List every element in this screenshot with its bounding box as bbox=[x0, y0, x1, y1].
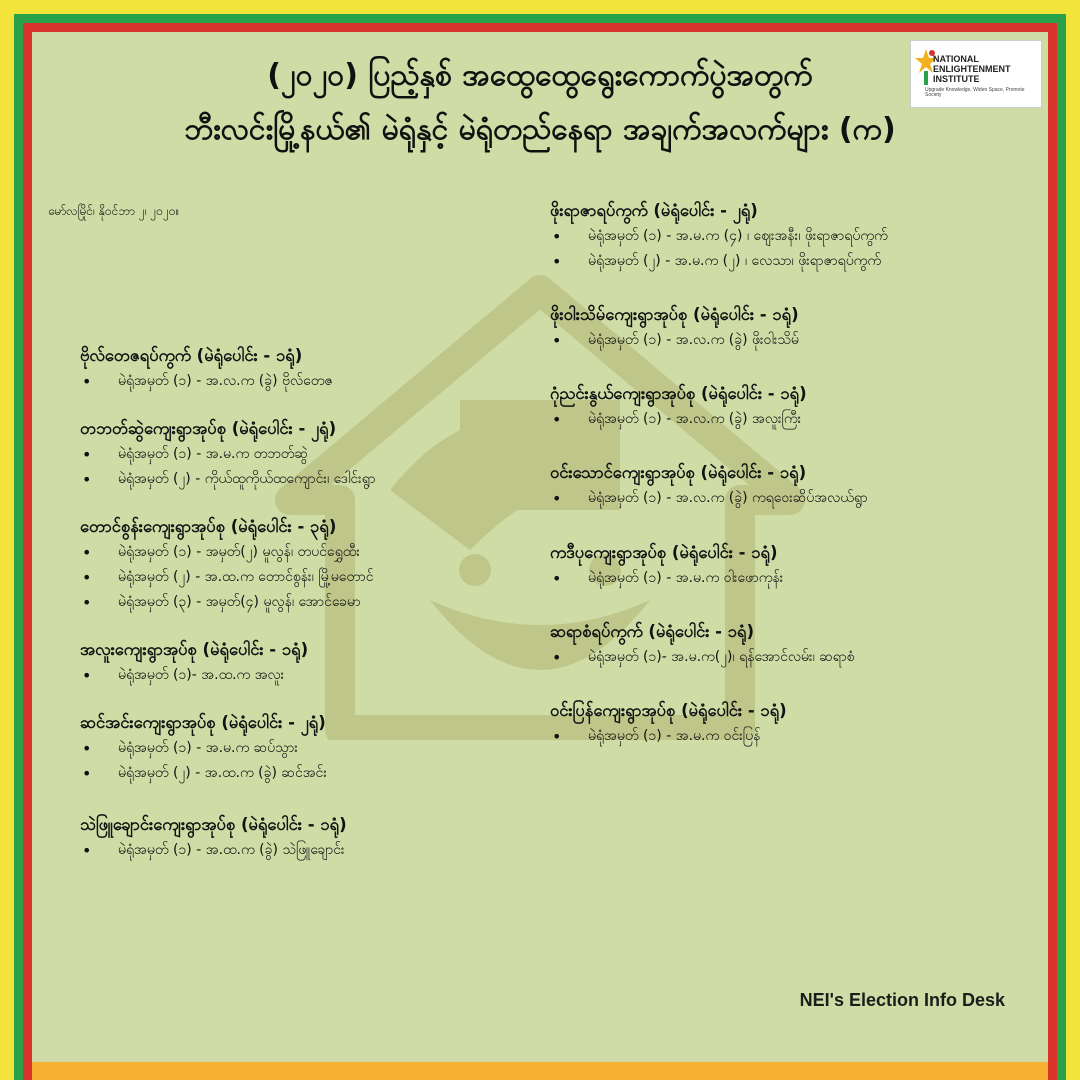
polling-station-list bbox=[550, 486, 1040, 511]
polling-station-list bbox=[80, 838, 520, 863]
polling-station-text: မဲရုံအမှတ် (၁)- အ.ထ.က အလူး bbox=[118, 667, 285, 683]
list-item bbox=[80, 442, 520, 467]
list-item bbox=[550, 645, 1040, 670]
section-block bbox=[550, 302, 1040, 353]
logo-line-2: ENLIGHTENMENT bbox=[933, 64, 1011, 74]
section-block bbox=[550, 540, 1040, 591]
bullet-icon: • bbox=[82, 841, 92, 860]
list-item bbox=[550, 249, 1040, 274]
polling-station-text: မဲရုံအမှတ် (၁) - အ.လ.က (ခွဲ) ကရဝေးဆိပ်အလယ်ရွာ bbox=[588, 490, 868, 506]
bullet-icon: • bbox=[82, 666, 92, 685]
section-title: ဗိုလ်တေဇရပ်ကွက် (မဲရုံပေါင်း - ၁ရုံ) bbox=[80, 346, 303, 365]
polling-station-text: မဲရုံအမှတ် (၃) - အမှတ်(၄) မူလွန်၊ အောင်ခေမာ bbox=[118, 594, 361, 610]
section-block bbox=[550, 698, 1040, 749]
list-item bbox=[80, 565, 520, 590]
dateline: မော်လမြိုင်၊ နိုဝင်ဘာ ၂၊ ၂၀၂၀။ bbox=[48, 204, 180, 218]
footer-credit: NEI's Election Info Desk bbox=[799, 990, 1005, 1010]
section-title: သဲဖြူချောင်းကျေးရွာအုပ်စု (မဲရုံပေါင်း - ၁ရုံ) bbox=[80, 815, 347, 834]
polling-station-text: မဲရုံအမှတ် (၂) - အ.ထ.က (ခွဲ) ဆင်အင်း bbox=[118, 765, 327, 781]
polling-station-text: မဲရုံအမှတ် (၂) - ကိုယ်ထူကိုယ်ထကျောင်း၊ ဒေါင်းရွာ bbox=[118, 471, 376, 487]
polling-station-list bbox=[80, 442, 520, 492]
polling-station-list bbox=[80, 736, 520, 786]
polling-station-text: မဲရုံအမှတ် (၁) - အ.လ.က (ခွဲ) ဖိုးဝါးသိမ် bbox=[588, 332, 799, 348]
section-title: ဂုံညင်းနွယ်ကျေးရွာအုပ်စု (မဲရုံပေါင်း - ၁ရုံ) bbox=[550, 384, 807, 403]
logo-line-3: INSTITUTE bbox=[933, 74, 980, 84]
polling-station-text: မဲရုံအမှတ် (၂) - အ.ထ.က တောင်စွန်း၊ မြို့မတောင် bbox=[118, 569, 374, 585]
bullet-icon: • bbox=[552, 410, 562, 429]
polling-station-list bbox=[550, 407, 1040, 432]
bullet-icon: • bbox=[82, 739, 92, 758]
section-title: ဆင်အင်းကျေးရွာအုပ်စု (မဲရုံပေါင်း - ၂ရုံ) bbox=[80, 713, 326, 732]
list-item bbox=[80, 736, 520, 761]
polling-station-list bbox=[550, 566, 1040, 591]
section-title: ဖိုးရာဇာရပ်ကွက် (မဲရုံပေါင်း - ၂ရုံ) bbox=[550, 201, 758, 220]
bullet-icon: • bbox=[82, 543, 92, 562]
section-title: တောင်စွန်းကျေးရွာအုပ်စု (မဲရုံပေါင်း - ၃ရုံ) bbox=[80, 517, 337, 536]
bullet-icon: • bbox=[82, 568, 92, 587]
polling-station-text: မဲရုံအမှတ် (၁) - အမှတ်(၂) မူလွန်၊ တပင်ရွှေထီး bbox=[118, 544, 360, 560]
section-block bbox=[550, 381, 1040, 432]
bullet-icon: • bbox=[82, 445, 92, 464]
list-item bbox=[550, 724, 1040, 749]
section-title: ဝင်းသောင်ကျေးရွာအုပ်စု (မဲရုံပေါင်း - ၁ရုံ) bbox=[550, 463, 807, 482]
left-column bbox=[80, 343, 520, 863]
polling-station-text: မဲရုံအမှတ် (၁) - အ.မ.က (၄) ၊ ဈေးအနီး၊ ဖိုးရာဇာရပ်ကွက် bbox=[588, 228, 888, 244]
section-title: ဝင်းပြန်ကျေးရွာအုပ်စု (မဲရုံပေါင်း - ၁ရုံ) bbox=[550, 701, 787, 720]
section-title: ဖိုးဝါးသိမ်ကျေးရွာအုပ်စု (မဲရုံပေါင်း - ၁ရုံ) bbox=[550, 305, 799, 324]
polling-station-list bbox=[80, 663, 520, 688]
polling-station-text: မဲရုံအမှတ် (၁) - အ.လ.က (ခွဲ) အလူးကြီး bbox=[588, 411, 802, 427]
polling-station-list bbox=[80, 540, 520, 615]
list-item bbox=[80, 761, 520, 786]
bullet-icon: • bbox=[82, 372, 92, 391]
bullet-icon: • bbox=[552, 569, 562, 588]
polling-station-text: မဲရုံအမှတ် (၁) - အ.လ.က (ခွဲ) ဗိုလ်တေဇ bbox=[118, 373, 333, 389]
list-item bbox=[550, 328, 1040, 353]
list-item bbox=[80, 590, 520, 615]
section-block bbox=[80, 710, 520, 786]
section-title: ဆရာစံရပ်ကွက် (မဲရုံပေါင်း - ၁ရုံ) bbox=[550, 622, 755, 641]
list-item bbox=[80, 663, 520, 688]
bullet-icon: • bbox=[552, 331, 562, 350]
list-item bbox=[80, 369, 520, 394]
section-block bbox=[550, 198, 1040, 274]
logo-tagline: Upgrade Knowledge, Widen Space, Promote Society bbox=[925, 87, 1025, 98]
polling-station-text: မဲရုံအမှတ် (၁) - အ.မ.က ဆပ်သွား bbox=[118, 740, 298, 756]
section-block bbox=[550, 460, 1040, 511]
polling-station-text: မဲရုံအမှတ် (၁) - အ.မ.က ဝင်းပြန် bbox=[588, 728, 761, 744]
section-block bbox=[80, 416, 520, 492]
list-item bbox=[550, 566, 1040, 591]
section-title: အလူးကျေးရွာအုပ်စု (မဲရုံပေါင်း - ၁ရုံ) bbox=[80, 640, 309, 659]
section-block bbox=[550, 619, 1040, 670]
page-title-line-1: (၂၀၂၀) ပြည့်နှစ် အထွေထွေရွေးကောက်ပွဲအတွက် bbox=[267, 58, 813, 93]
bullet-icon: • bbox=[552, 227, 562, 246]
section-block bbox=[80, 812, 520, 863]
page-title-line-2: ဘီးလင်းမြို့နယ်၏ မဲရုံနှင့် မဲရုံတည်နေရာ အချက်အလက်များ (က) bbox=[184, 112, 896, 147]
polling-station-text: မဲရုံအမှတ် (၁) - အ.မ.က ဝါးဖောကုန်း bbox=[588, 570, 784, 586]
list-item bbox=[550, 407, 1040, 432]
list-item bbox=[550, 224, 1040, 249]
bullet-icon: • bbox=[552, 489, 562, 508]
section-block bbox=[80, 343, 520, 394]
bullet-icon: • bbox=[552, 252, 562, 271]
polling-station-text: မဲရုံအမှတ် (၁)- အ.မ.က(၂)၊ ရန်အောင်လမ်း၊ ဆရာစံ bbox=[588, 649, 855, 665]
bullet-icon: • bbox=[552, 648, 562, 667]
polling-station-list bbox=[550, 328, 1040, 353]
list-item bbox=[80, 540, 520, 565]
bullet-icon: • bbox=[82, 764, 92, 783]
bullet-icon: • bbox=[82, 593, 92, 612]
list-item bbox=[550, 486, 1040, 511]
list-item bbox=[80, 838, 520, 863]
polling-station-list bbox=[550, 724, 1040, 749]
list-item bbox=[80, 467, 520, 492]
bullet-icon: • bbox=[82, 470, 92, 489]
polling-station-text: မဲရုံအမှတ် (၁) - အ.မ.က တဘတ်ဆွဲ bbox=[118, 446, 308, 462]
polling-station-text: မဲရုံအမှတ် (၁) - အ.ထ.က (ခွဲ) သဲဖြူချောင်း bbox=[118, 842, 345, 858]
logo-line-1: NATIONAL bbox=[933, 54, 979, 64]
polling-station-list bbox=[550, 645, 1040, 670]
section-block bbox=[80, 637, 520, 688]
section-title: တဘတ်ဆွဲကျေးရွာအုပ်စု (မဲရုံပေါင်း - ၂ရုံ) bbox=[80, 419, 337, 438]
polling-station-text: မဲရုံအမှတ် (၂) - အ.မ.က (၂) ၊ လေသာ၊ ဖိုးရာဇာရပ်ကွက် bbox=[588, 253, 882, 269]
section-title: ကဒီပုကျေးရွာအုပ်စု (မဲရုံပေါင်း - ၁ရုံ) bbox=[550, 543, 778, 562]
polling-station-list bbox=[80, 369, 520, 394]
bullet-icon: • bbox=[552, 727, 562, 746]
section-block bbox=[80, 514, 520, 615]
right-column bbox=[550, 198, 1040, 749]
polling-station-list bbox=[550, 224, 1040, 274]
